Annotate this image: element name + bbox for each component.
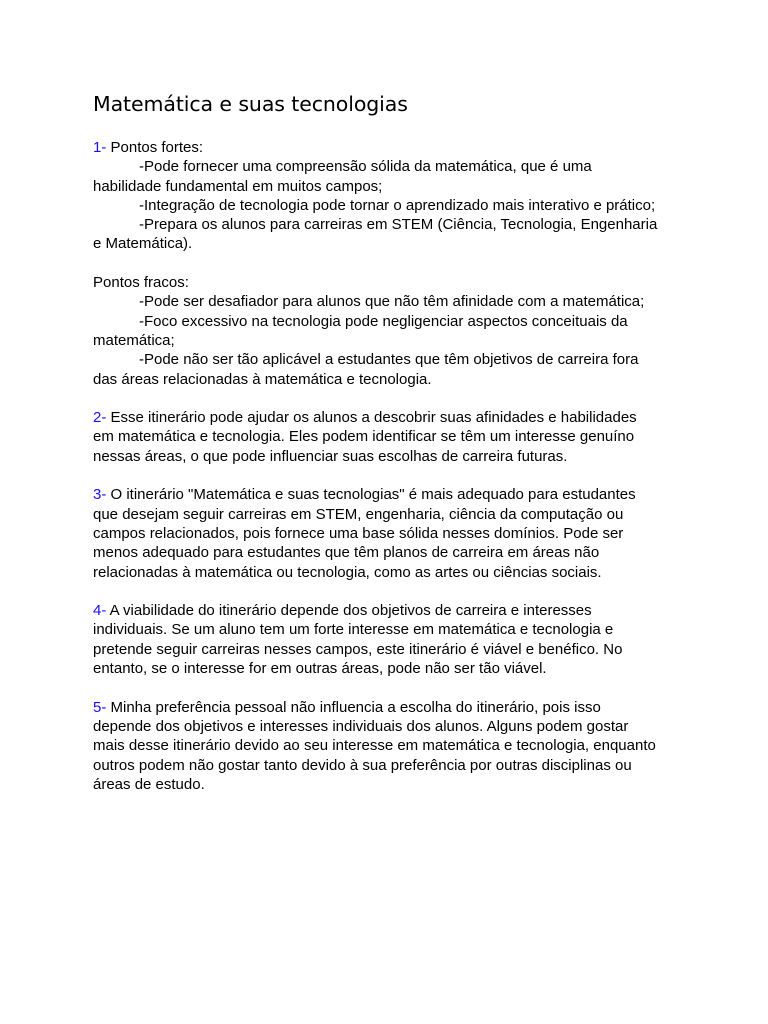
document-page [93, 0, 683, 794]
paragraph-line: 4- A viabilidade do itinerário depende dos objetivos de carreira e interesses [93, 602, 592, 620]
answer-number: 1- [93, 139, 107, 156]
answer-2 [93, 408, 683, 466]
paragraph-line: outros podem não gostar tanto devido à sua preferência por outras disciplinas ou [93, 756, 632, 774]
answer-number: 5- [93, 698, 107, 716]
answer-number: 4- [93, 602, 107, 620]
paragraph-line: entanto, se o interesse for em outras áreas, pode não ser tão viável. [93, 660, 547, 678]
answer-1 [93, 138, 683, 389]
list-item: -Integração de tecnologia pode tornar o aprendizado mais interativo e prático; [139, 196, 656, 214]
list-item: -Foco excessivo na tecnologia pode negligenciar aspectos conceituais da [139, 312, 628, 330]
paragraph-line: em matemática e tecnologia. Eles podem identificar se têm um interesse genuíno [93, 428, 635, 446]
paragraph-line: relacionadas à matemática ou tecnologia, como as artes ou ciências sociais. [93, 563, 602, 581]
list-item: -Prepara os alunos para carreiras em STEM (Ciência, Tecnologia, Engenharia [139, 216, 658, 234]
paragraph-line: áreas de estudo. [93, 775, 205, 793]
paragraph-line: menos adequado para estudantes que têm planos de carreira em áreas não [93, 544, 600, 562]
paragraph-line: 3- O itinerário "Matemática e suas tecnologias" é mais adequado para estudantes [93, 486, 636, 504]
paragraph-line: campos relacionados, pois fornece uma base sólida nesses domínios. Pode ser [93, 524, 624, 542]
weaknesses-heading: Pontos fracos: [93, 274, 189, 292]
paragraph-line: 5- Minha preferência pessoal não influencia a escolha do itinerário, pois isso [93, 698, 601, 716]
paragraph-line: que desejam seguir carreiras em STEM, engenharia, ciência da computação ou [93, 505, 624, 523]
answer-number: 3- [93, 486, 107, 504]
document-title: Matemática e suas tecnologias [93, 92, 408, 116]
paragraph-line: individuais. Se um aluno tem um forte interesse em matemática e tecnologia e [93, 621, 614, 639]
paragraph-line: pretende seguir carreiras nesses campos, este itinerário é viável e benéfico. No [93, 640, 623, 658]
paragraph-line: mais desse itinerário devido ao seu interesse em matemática e tecnologia, enquanto [93, 737, 656, 755]
paragraph-line: depende dos objetivos e interesses individuais dos alunos. Alguns podem gostar [93, 717, 629, 735]
list-item: -Pode ser desafiador para alunos que não têm afinidade com a matemática; [139, 293, 645, 311]
paragraph-line: nessas áreas, o que pode influenciar suas escolhas de carreira futuras. [93, 447, 568, 465]
answer-4 [93, 601, 683, 678]
list-item-continuation: habilidade fundamental em muitos campos; [93, 177, 383, 195]
list-item: -Pode fornecer uma compreensão sólida da matemática, que é uma [139, 158, 592, 176]
answer-5 [93, 698, 683, 794]
strengths-heading: 1- Pontos fortes: [93, 139, 204, 156]
paragraph-line: 2- Esse itinerário pode ajudar os alunos a descobrir suas afinidades e habilidades [93, 409, 637, 427]
list-item: -Pode não ser tão aplicável a estudantes que têm objetivos de carreira fora [139, 351, 639, 369]
list-item-continuation: matemática; [93, 331, 175, 349]
answer-number: 2- [93, 409, 107, 427]
list-item-continuation: e Matemática). [93, 235, 193, 253]
answer-3 [93, 485, 683, 581]
list-item-continuation: das áreas relacionadas à matemática e tecnologia. [93, 370, 432, 388]
